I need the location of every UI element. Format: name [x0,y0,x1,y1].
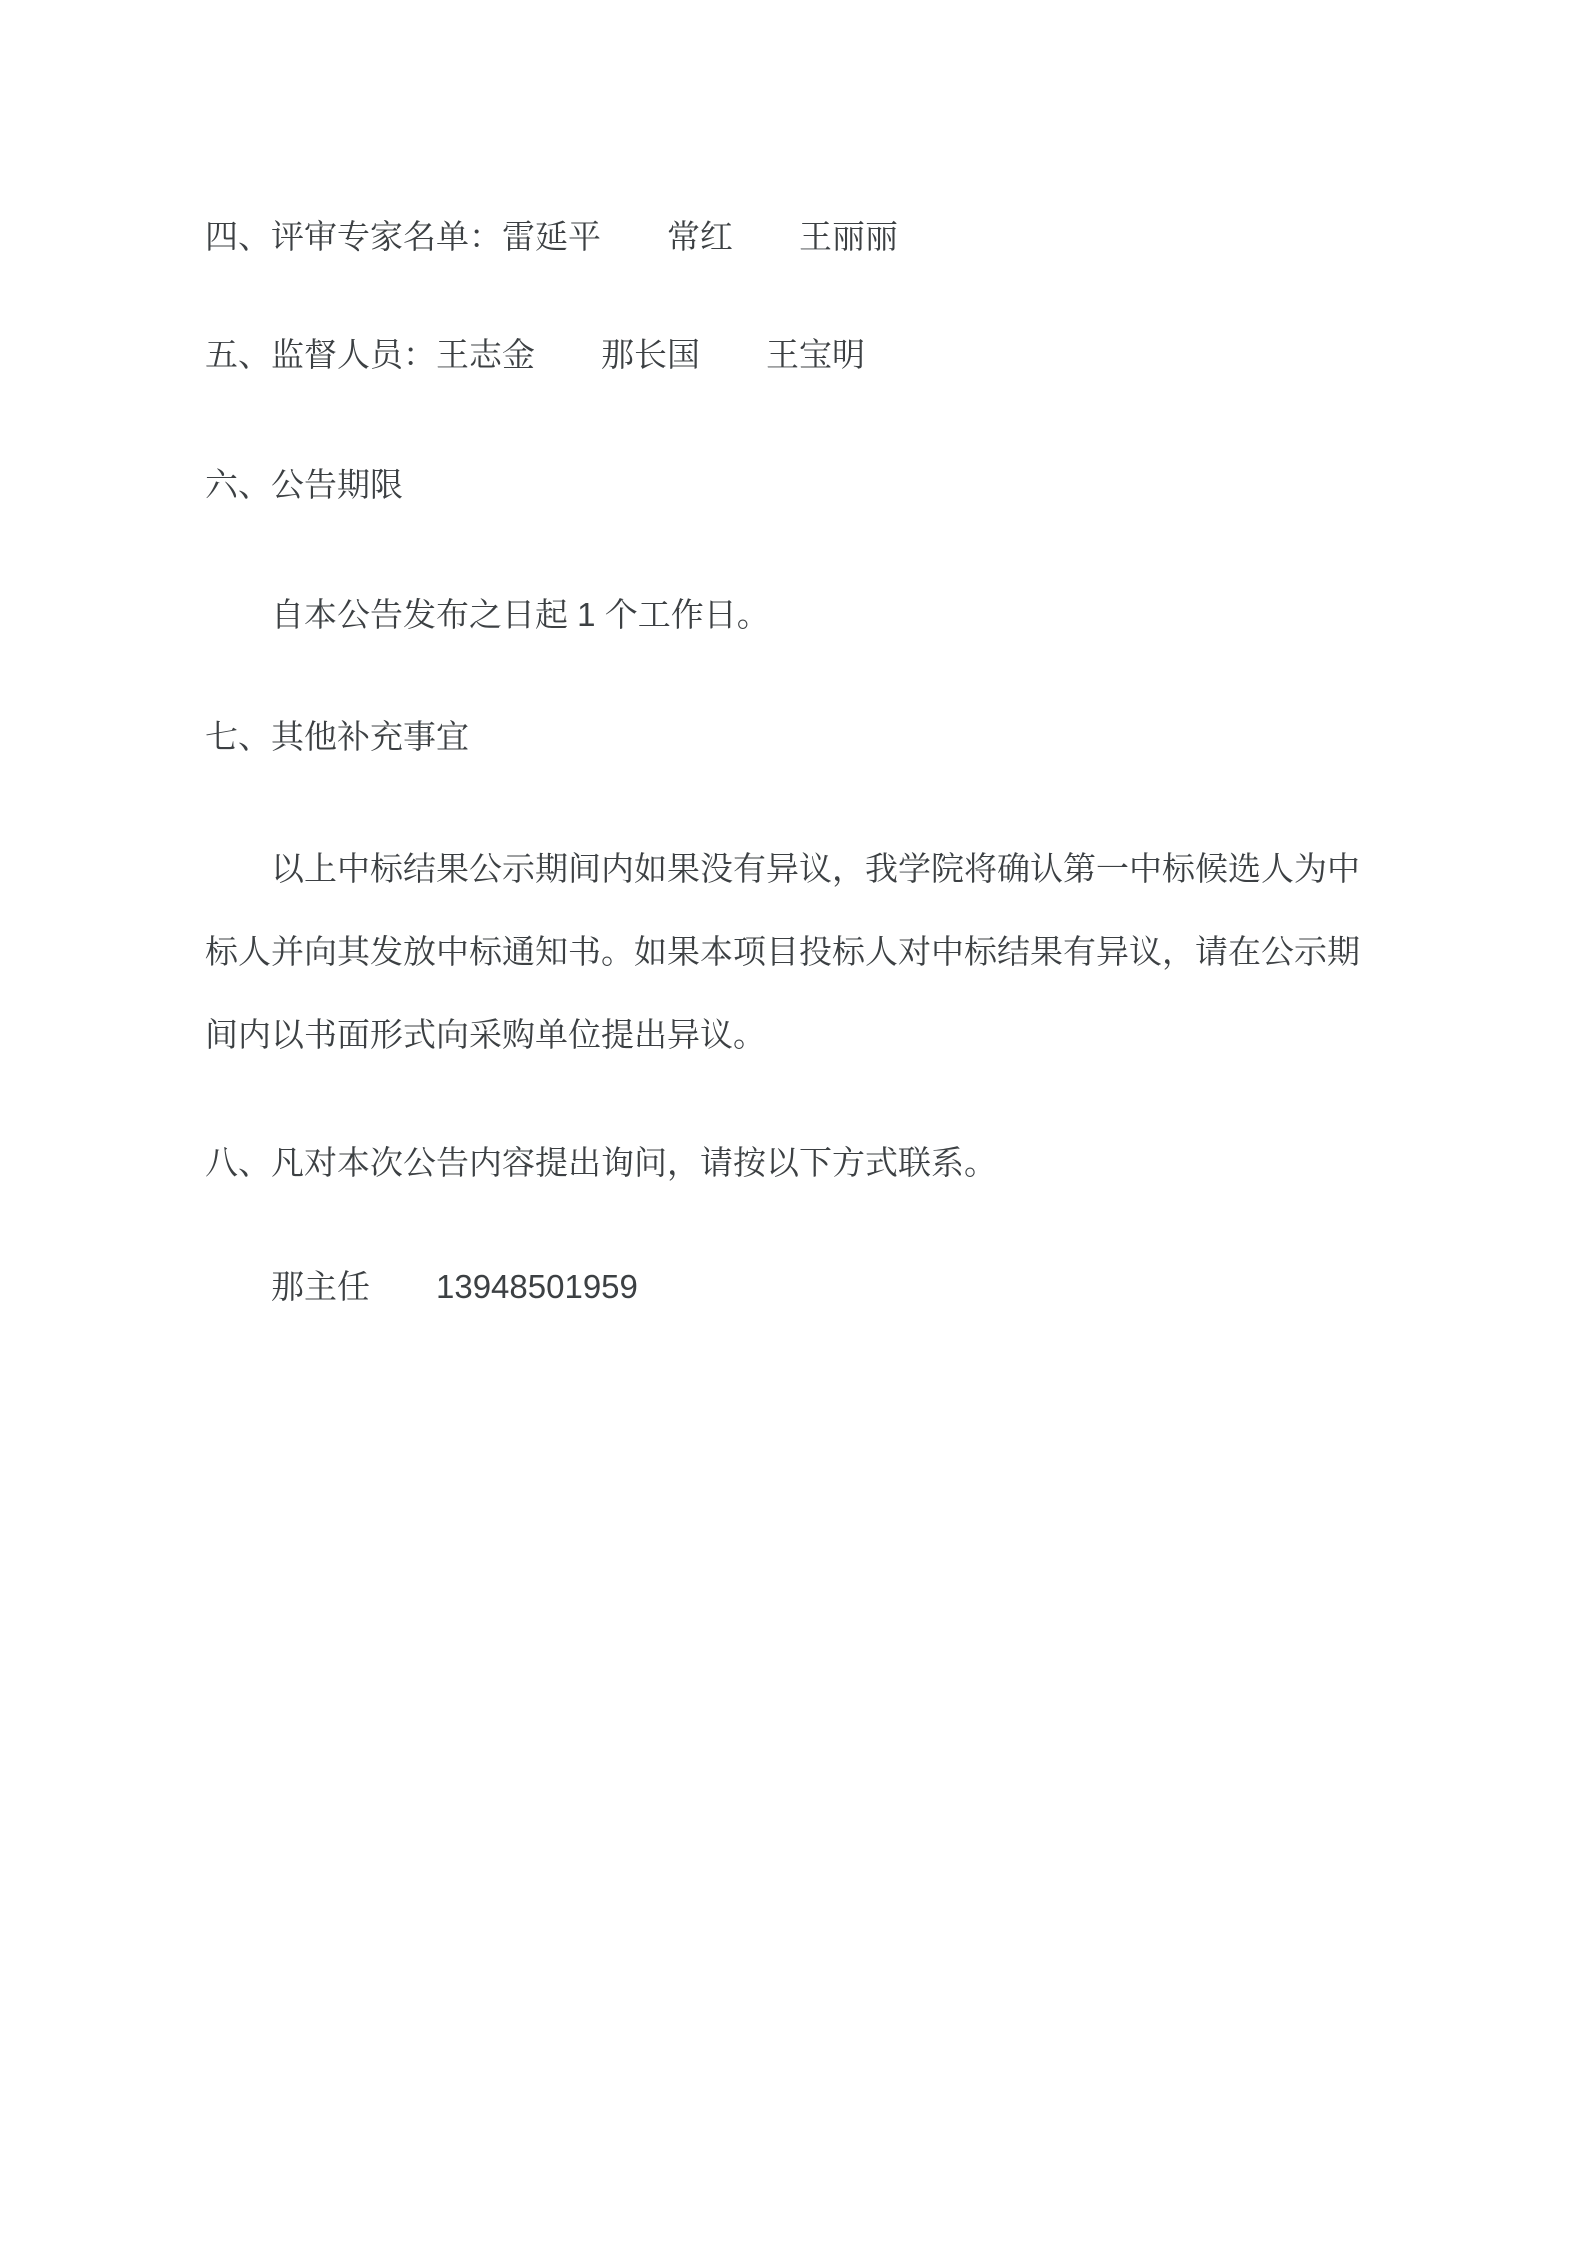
section-supplement-heading: 七、其他补充事宜 [205,718,469,755]
section-notice-period-heading: 六、公告期限 [205,466,403,503]
section-experts-list: 四、评审专家名单：雷延平 常红 王丽丽 [205,218,898,255]
section-supervisors-list: 五、监督人员：王志金 那长国 王宝明 [205,336,865,373]
section-supplement-body: 以上中标结果公示期间内如果没有异议，我学院将确认第一中标候选人为中标人并向其发放中标通知书。如果本项目投标人对中标结果有异议，请在公示期间内以书面形式向采购单位提出异议。 [205,850,1360,1053]
section-contact-heading: 八、凡对本次公告内容提出询问，请按以下方式联系。 [205,1144,997,1181]
section-notice-period-body: 自本公告发布之日起 1 个工作日。 [271,596,770,633]
document-content [205,0,1360,1312]
section-contact-info: 那主任 13948501959 [271,1268,638,1305]
